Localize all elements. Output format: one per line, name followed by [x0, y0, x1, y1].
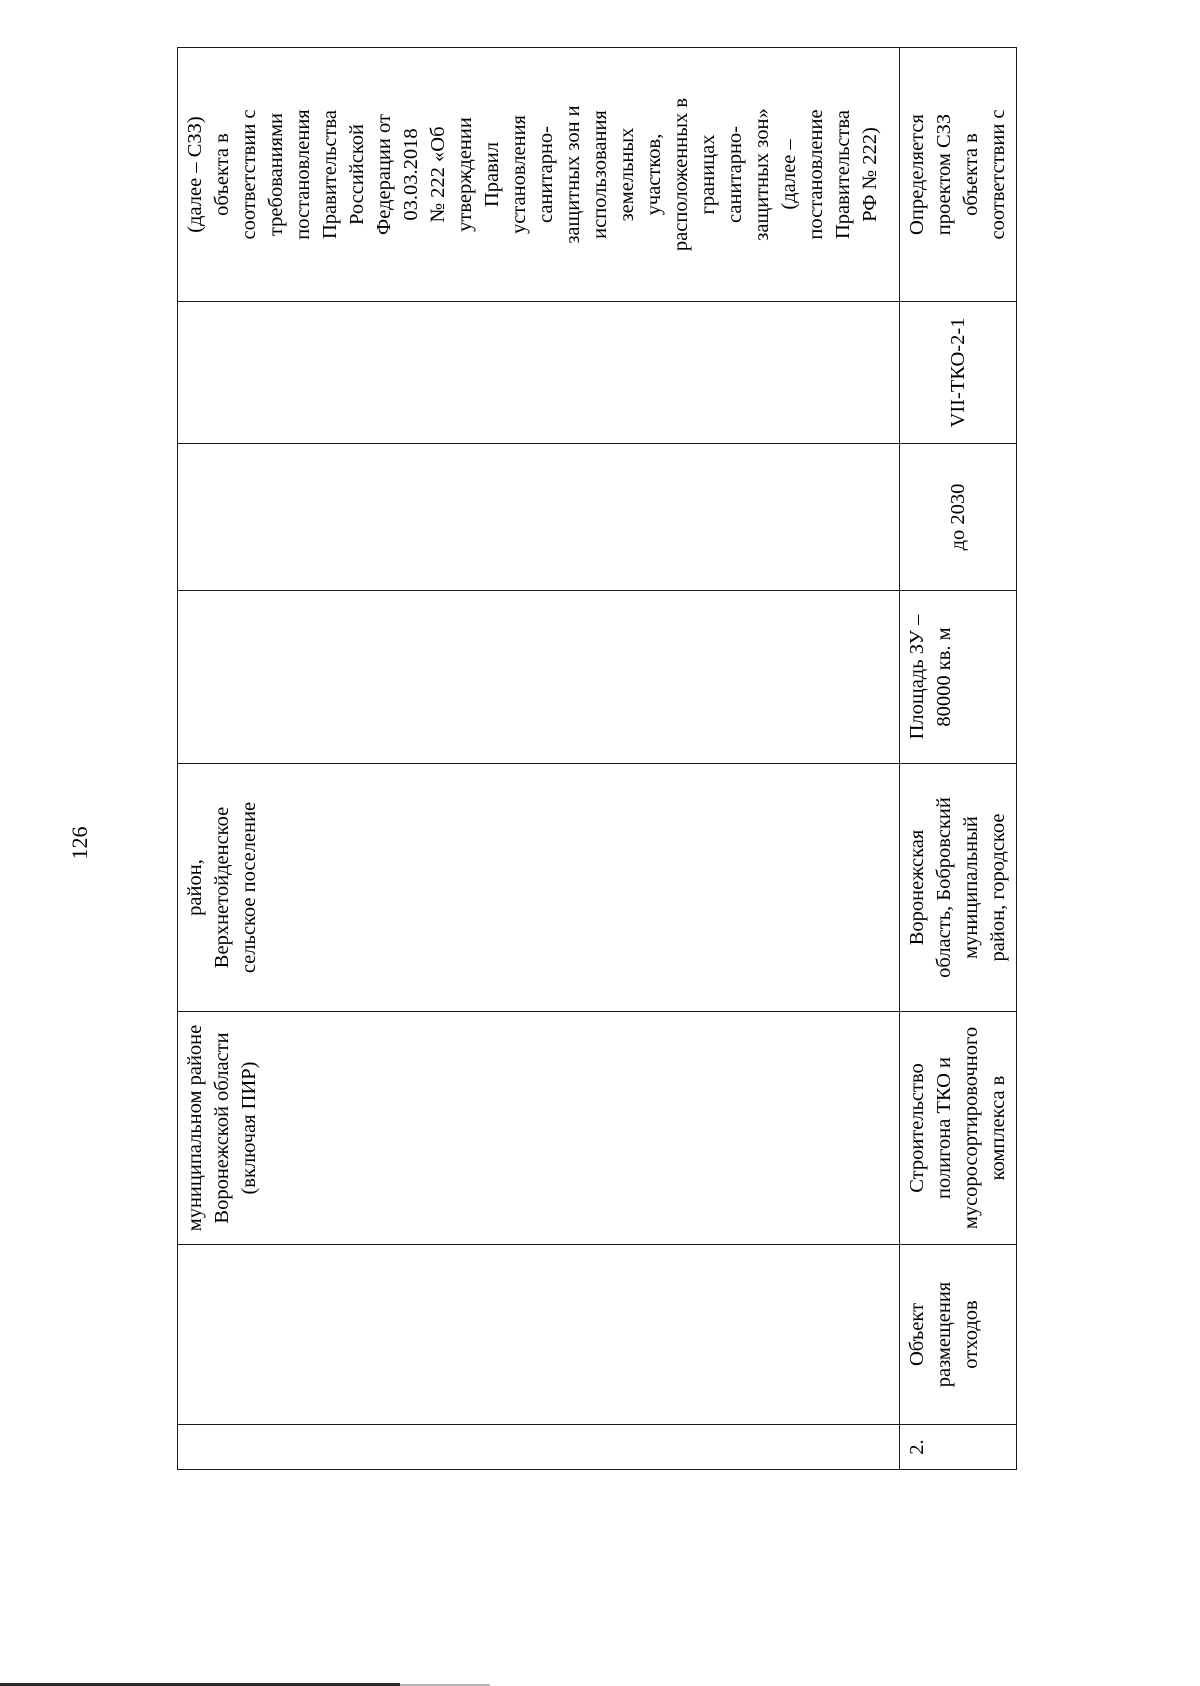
cell-row1-term	[178, 444, 900, 591]
cell-row2-term: до 2030	[900, 444, 1017, 591]
objects-table-rotated	[177, 48, 1013, 1470]
cell-row2-characteristics: Площадь ЗУ – 80000 кв. м	[900, 591, 1017, 764]
cell-row2-name: Строительство полигона ТКО и мусоросортировочного комплекса в	[900, 1012, 1017, 1245]
cell-row2-zone: Определяется проектом СЗЗ объекта в соответствии с	[900, 48, 1017, 302]
cell-row1-location: район, Верхнетойденское сельское поселение	[178, 764, 900, 1012]
cell-row1-name: муниципальном районе Воронежской области (включая ПИР)	[178, 1012, 900, 1245]
cell-row2-type: Объект размещения отходов	[900, 1245, 1017, 1425]
cell-row1-type	[178, 1245, 900, 1425]
cell-row2-code: VII-ТКО-2-1	[900, 302, 1017, 444]
cell-row2-location: Воронежская область, Бобровский муниципальный район, городское	[900, 764, 1017, 1012]
objects-table	[177, 47, 1017, 1470]
table-row	[900, 48, 1017, 1470]
cell-row1-zone: (далее – СЗЗ) объекта в соответствии с требованиями постановления Правительства Российской Федерации от 03.03.2018 № 222 «Об утверждении Правил установления санитарно- защитных зон и использования земельных участков, расположенных в границах санитарно- защитных зон» (далее – постановление Правительства РФ № 222)	[178, 48, 900, 302]
cell-row1-characteristics	[178, 591, 900, 764]
table-row	[178, 48, 900, 1470]
page-number: 126	[67, 826, 92, 860]
cell-row1-number	[178, 1425, 900, 1470]
cell-row2-number: 2.	[900, 1425, 1017, 1470]
cell-row1-code	[178, 302, 900, 444]
